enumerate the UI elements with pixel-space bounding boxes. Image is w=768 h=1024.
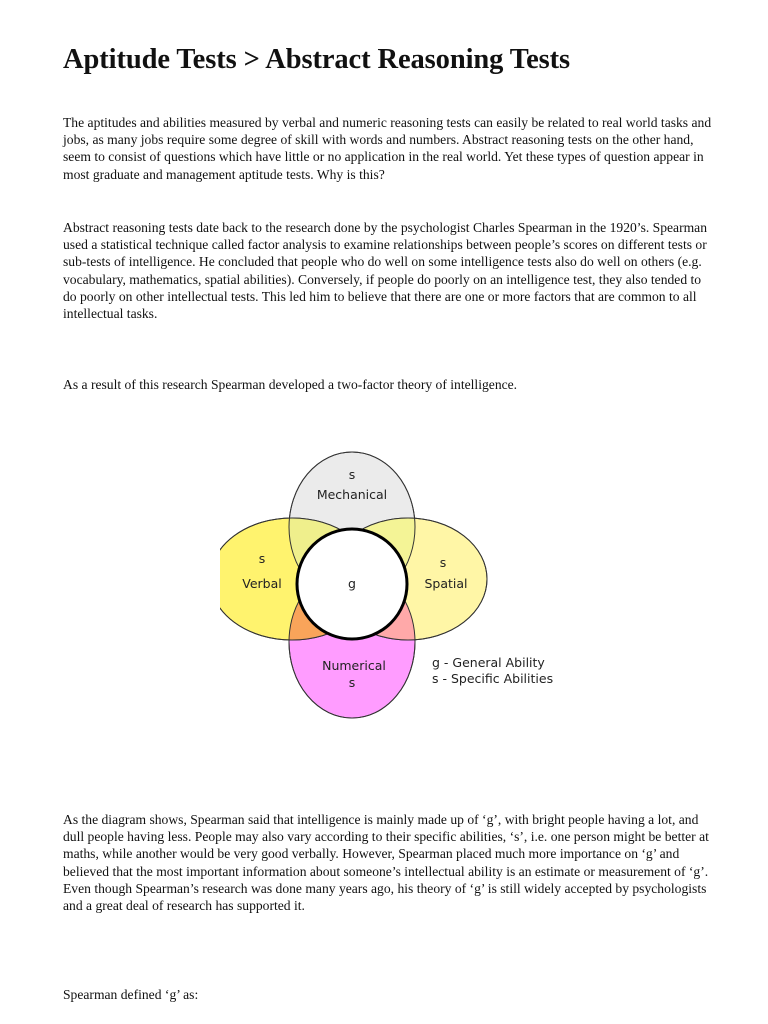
spatial-label: Spatial [424, 576, 468, 591]
intro-paragraph: The aptitudes and abilities measured by verbal and numeric reasoning tests can easily be related to real world tasks and jobs, as many jobs require some degree of skill with words and numbers. Abstract reasoning tests on the other hand, seem to consist of questions which have little or no application in the real world. Yet these types of question appear in most graduate and management aptitude tests. Why is this? [63, 115, 712, 182]
spatial-s-label: s [439, 555, 447, 570]
diagram-explanation-paragraph: As the diagram shows, Spearman said that intelligence is mainly made up of ‘g’, with bright people having a lot, and dull people having less. People may also vary according to their specific abilities, ‘s’, i.e. one person might be better at maths, while another would be very good verbally. However, Spearman placed much more importance on ‘g’ and believed that the most important information about someone’s intellectual ability is an estimate or measurement of ‘g’. Even though Spearman’s research was done many years ago, his theory of ‘g’ is still widely accepted by psychologists and a great deal of research has supported it. [63, 812, 709, 914]
two-factor-venn-diagram [220, 448, 565, 723]
two-factor-theory-paragraph: As a result of this research Spearman developed a two-factor theory of intelligence. [63, 377, 518, 392]
center-g-label: g [348, 576, 356, 591]
mechanical-s-label: s [348, 467, 356, 482]
page-title: Aptitude Tests > Abstract Reasoning Tests [63, 44, 571, 75]
numerical-s-label: s [348, 675, 356, 690]
verbal-label: Verbal [242, 576, 282, 591]
verbal-s-label: s [258, 551, 266, 566]
legend-general-ability: g - General Ability [432, 655, 545, 670]
numerical-label: Numerical [322, 658, 386, 673]
g-definition-lead-in: Spearman defined ‘g’ as: [63, 987, 199, 1002]
spearman-history-paragraph: Abstract reasoning tests date back to the research done by the psychologist Charles Spearman in the 1920’s. Spearman used a statistical technique called factor analysis to examine relationships between people’s scores on different tests or sub-tests of intelligence. He concluded that people who do well on some intelligence tests also do well on others (e.g. vocabulary, mathematics, spatial abilities). Conversely, if people do poorly on an intelligence test, they also tended to do poorly on other intellectual tests. This led him to believe that there are one or more factors that are common to all intellectual tasks. [63, 220, 708, 322]
mechanical-label: Mechanical [316, 487, 388, 502]
legend-specific-abilities: s - Specific Abilities [432, 671, 554, 686]
